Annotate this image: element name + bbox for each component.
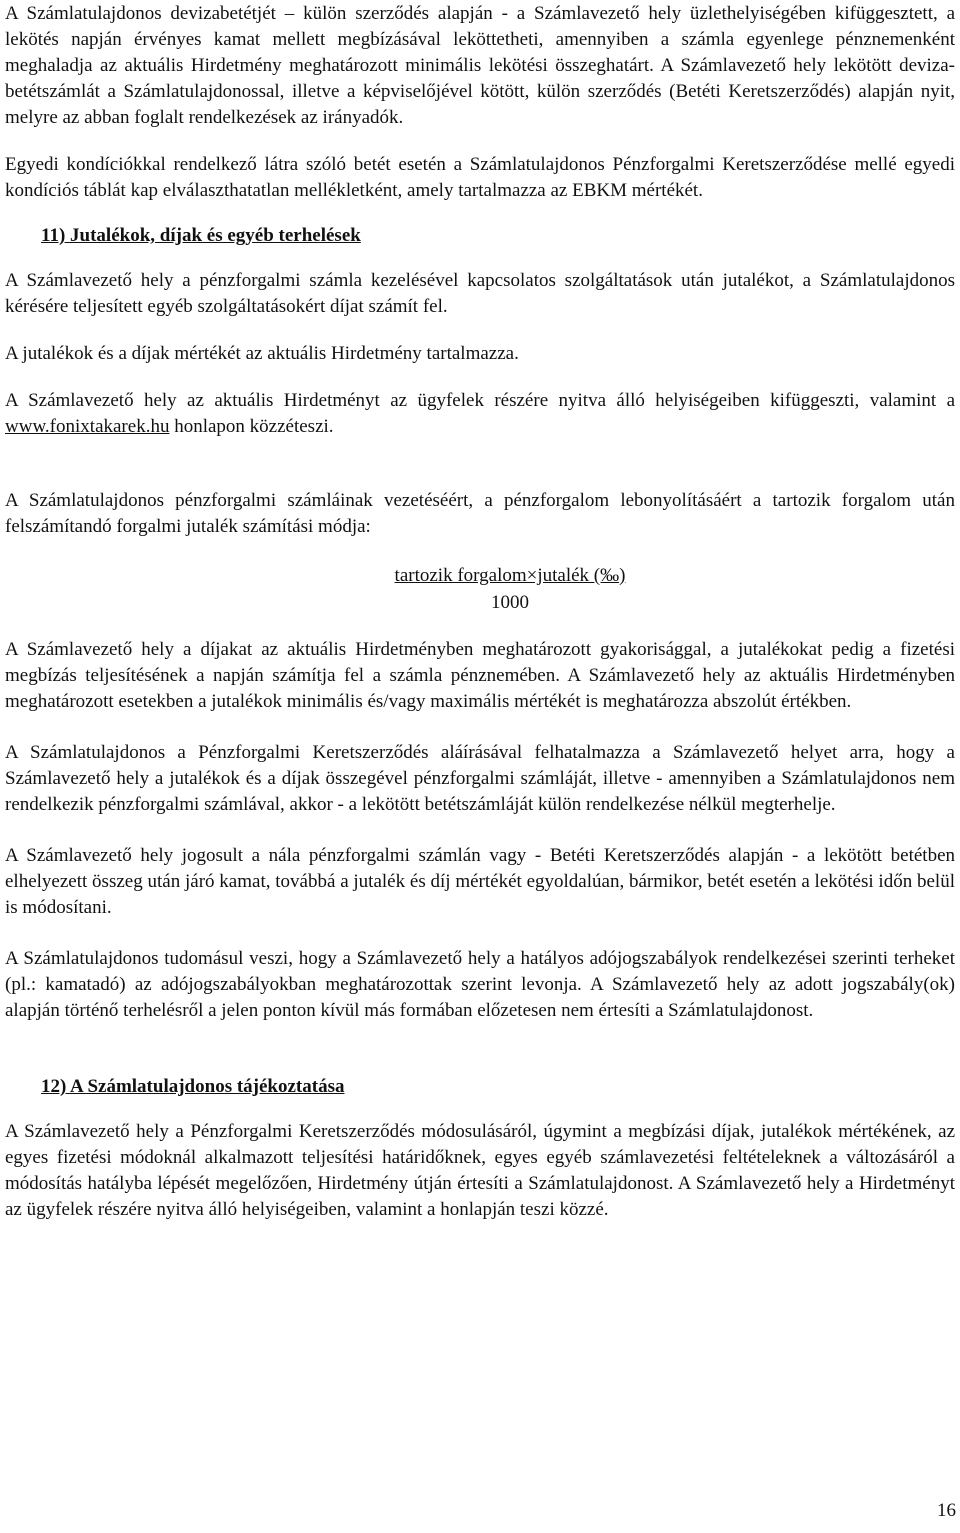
- page-number: 16: [937, 1500, 956, 1521]
- paragraph-deviza-betet: A Számlatulajdonos devizabetétjét – külön szerződés alapján - a Számlavezető hely üzlethelyiségében kifüggesztett, a lekötés napján érvényes kamat mellett megbízásával leköttetheti, amennyiben a számla egyenlege pénznemenként meghaladja az aktuális Hirdetmény meghatározott minimális lekötési összeghatárt. A Számlavezető hely lekötött deviza-betétszámlát a Számlatulajdonossal, illetve a képviselőjével kötött, külön szerződés (Betéti Keretszerződés) alapján nyit, melyre az abban foglalt rendelkezések az irányadók.: [5, 3, 955, 128]
- paragraph-hirdetmeny-tartalmazza: A jutalékok és a díjak mértékét az aktuális Hirdetmény tartalmazza.: [5, 343, 519, 364]
- paragraph-egyedi-kondiciok: Egyedi kondíciókkal rendelkező látra szóló betét esetén a Számlatulajdonos Pénzforgalmi Keretszerződése mellé egyedi kondíciós táblát kap elválaszthatatlan mellékletként, amely tartalmazza az EBKM mértékét.: [5, 154, 955, 201]
- formula-denominator: 1000: [491, 592, 529, 613]
- paragraph-jutalek-dij: A Számlavezető hely a pénzforgalmi számla kezelésével kapcsolatos szolgáltatások után jutalékot, a Számlatulajdonos kérésére teljesített egyéb szolgáltatásokért díjat számít fel.: [5, 270, 955, 317]
- paragraph-text-before-link: A Számlavezető hely az aktuális Hirdetményt az ügyfelek részére nyitva álló helyiségeiben kifüggeszti, valamint a: [5, 390, 955, 411]
- website-link[interactable]: www.fonixtakarek.hu: [5, 416, 170, 437]
- section-heading-12: 12) A Számlatulajdonos tájékoztatása: [41, 1076, 345, 1097]
- paragraph-dijak-felszamitasa: A Számlavezető hely a díjakat az aktuális Hirdetményben meghatározott gyakorisággal, a jutalékokat pedig a fizetési megbízás teljesítésének a napján számítja fel a számla pénznemében. A Számlavezető hely az aktuális Hirdetményben meghatározott esetekben a jutalékok minimális és/vagy maximális mértékét is meghatározza abszolút értékben.: [5, 639, 955, 712]
- paragraph-adojogszabalyok: A Számlatulajdonos tudomásul veszi, hogy a Számlavezető hely a hatályos adójogszabályok rendelkezései szerinti terheket (pl.: kamatadó) az adójogszabályokban meghatározottak szerint levonja. A Számlavezető hely az adott jogszabály(ok) alapján történő terhelésről a jelen ponton kívül más formában előzetesen nem értesíti a Számlatulajdonost.: [5, 948, 955, 1021]
- paragraph-felhatalmazas: A Számlatulajdonos a Pénzforgalmi Keretszerződés aláírásával felhatalmazza a Számlavezető helyet arra, hogy a Számlavezető hely a jutalékok és a díjak összegével pénzforgalmi számláját, illetve - amennyiben a Számlatulajdonos nem rendelkezik pénzforgalmi számlával, akkor - a lekötött betétszámláját külön rendelkezése nélkül megterhelje.: [5, 742, 955, 815]
- paragraph-text-after-link: honlapon közzéteszi.: [169, 416, 334, 437]
- formula-fraction: [5, 563, 955, 616]
- formula-numerator: tartozik forgalom×jutalék (‰): [394, 565, 626, 586]
- paragraph-tajekoztatas: A Számlavezető hely a Pénzforgalmi Keretszerződés módosulásáról, úgymint a megbízási díjak, jutalékok mértékének, az egyes fizetési módoknál alkalmazott teljesítési határidőknek, egyes egyéb számlavezetési feltételeknek a változásáról a módosítás hatályba lépését megelőzően, Hirdetmény útján értesíti a Számlatulajdonost. A Számlavezető hely a Hirdetményt az ügyfelek részére nyitva álló helyiségeiben, valamint a honlapján teszi közzé.: [5, 1121, 955, 1220]
- paragraph-forgalmi-jutalek: A Számlatulajdonos pénzforgalmi számláinak vezetéséért, a pénzforgalom lebonyolításáért a tartozik forgalom után felszámítandó forgalmi jutalék számítási módja:: [5, 490, 955, 537]
- section-heading-11: 11) Jutalékok, díjak és egyéb terhelések: [41, 225, 361, 246]
- paragraph-hirdetmeny-kozzetetel: [5, 388, 955, 440]
- document-page: [5, 0, 955, 1223]
- paragraph-modositas-jog: A Számlavezető hely jogosult a nála pénzforgalmi számlán vagy - Betéti Keretszerződés alapján - a lekötött betétben elhelyezett összeg után járó kamat, továbbá a jutalék és díj mértékét egyoldalúan, bármikor, betét esetén a lekötési időn belül is módosítani.: [5, 845, 955, 918]
